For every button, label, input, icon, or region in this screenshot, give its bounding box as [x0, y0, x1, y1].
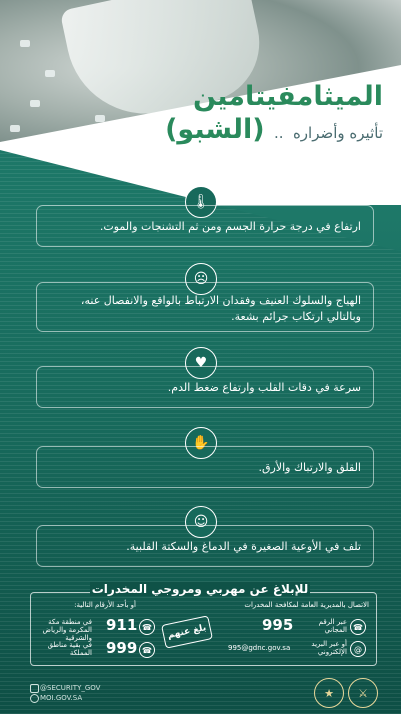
report-right-heading: الاتصال بالمديرية العامة لمكافحة المخدرات	[244, 601, 369, 609]
emergency-number-911: 911	[106, 616, 138, 634]
title-line2: (الشبو)	[165, 114, 265, 145]
twitter-icon	[30, 684, 39, 693]
effect-text-3: سرعة في دقات القلب وارتفاع ضغط الدم.	[167, 381, 361, 394]
subtitle: تأثيره وأضراره	[292, 124, 383, 142]
interior-ministry-logo: ⚔	[348, 678, 378, 708]
effect-card-4	[36, 446, 374, 488]
title-line1: الميثامفيتامين	[192, 81, 383, 112]
page-title	[165, 80, 383, 150]
email-address[interactable]: 995@gdnc.gov.sa	[228, 644, 291, 652]
website-link[interactable]: MOI.GOV.SA	[40, 694, 83, 702]
effect-text-2: الهياج والسلوك العنيف وفقدان الارتباط بالواقع والانفصال عنه، وبالتالي ارتكاب جرائم بشعة.	[80, 294, 361, 323]
crystal	[20, 40, 30, 47]
phone-icon: ☎	[350, 619, 366, 635]
globe-icon	[30, 694, 39, 703]
crystal	[95, 115, 105, 122]
emergency-number-999: 999	[106, 639, 138, 657]
toll-free-number: 995	[262, 616, 294, 634]
effect-card-3	[36, 366, 374, 408]
effect-text-1: ارتفاع في درجة حرارة الجسم ومن ثم التشنجات والموت.	[99, 220, 361, 233]
brain-head-icon: ☺	[185, 506, 217, 538]
toll-free-label: عبر الرقم المجاني	[318, 618, 347, 634]
email-icon: @	[350, 641, 366, 657]
report-title: للإبلاغ عن مهربي ومروجي المخدرات	[91, 582, 309, 596]
title-separator: ..	[274, 124, 284, 142]
drug-control-logo: ★	[314, 678, 344, 708]
report-stamp: بلغ عنهم	[161, 615, 213, 648]
effect-card-1	[36, 205, 374, 247]
effect-text-4: القلق والارتباك والأرق.	[258, 461, 361, 474]
effect-card-5	[36, 525, 374, 567]
region-label-2: في بقية مناطق المملكة	[47, 641, 92, 657]
title-line2-row	[165, 113, 383, 150]
effect-card-2	[36, 282, 374, 332]
crystal	[10, 125, 20, 132]
phone-icon: ☎	[139, 619, 155, 635]
thermometer-icon: 🌡	[185, 186, 217, 218]
angry-head-icon: ☹	[185, 263, 217, 295]
report-left-heading: أو بأحد الأرقام التالية:	[74, 601, 136, 609]
phone-icon: ☎	[139, 642, 155, 658]
heart-icon: ♥	[185, 347, 217, 379]
email-label: أو عبر البريد الإلكتروني	[311, 640, 347, 656]
anxiety-hands-icon: ✋	[185, 427, 217, 459]
crystal	[30, 100, 40, 107]
crystal	[45, 70, 55, 77]
region-label-1: في منطقة مكة المكرمة والرياض والشرقية	[42, 618, 92, 642]
twitter-handle[interactable]: @SECURITY_GOV	[40, 684, 101, 692]
effect-text-5: تلف في الأوعية الصغيرة في الدماغ والسكتة القلبية.	[126, 540, 361, 553]
